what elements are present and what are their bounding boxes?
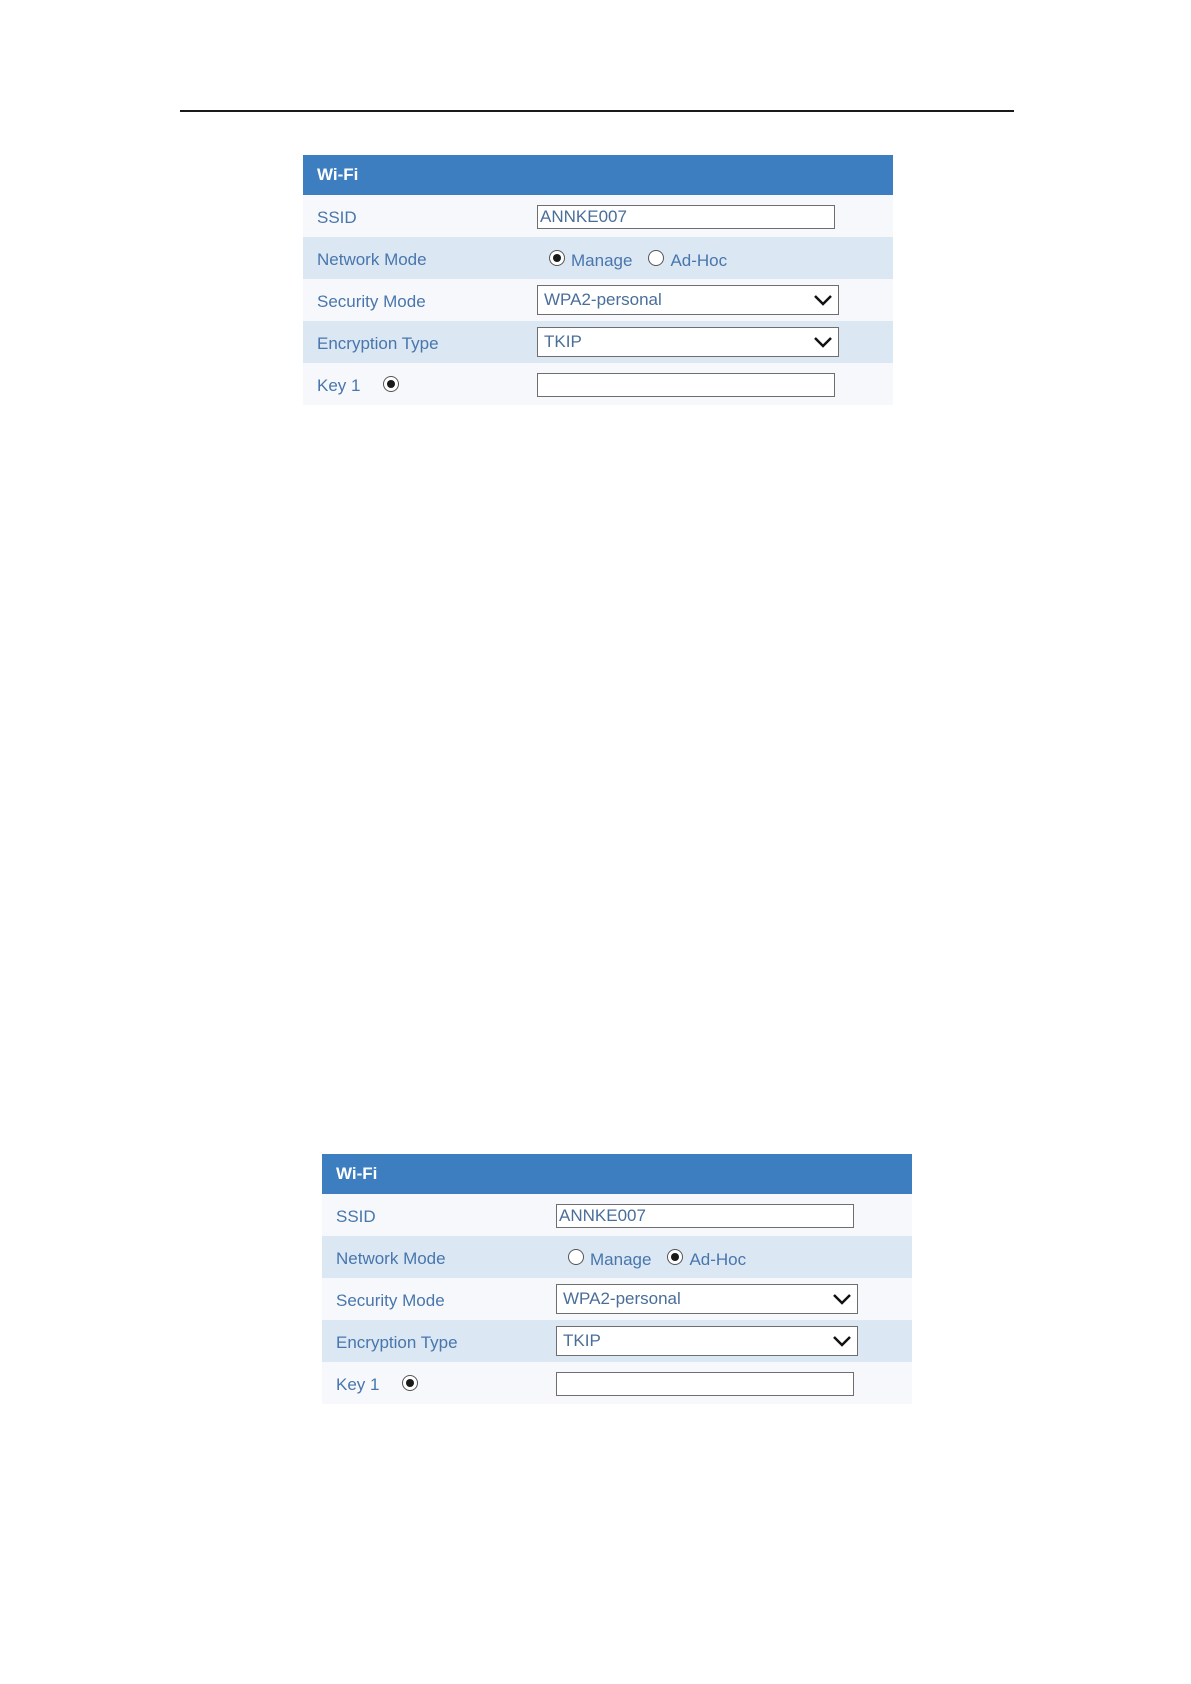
network-mode-adhoc-option[interactable] [648, 245, 727, 271]
encryption-type-select[interactable] [556, 1326, 858, 1356]
encryption-type-label: Encryption Type [317, 334, 439, 353]
adhoc-radio-label[interactable]: Ad-Hoc [689, 1250, 747, 1269]
key-1-radio[interactable] [402, 1375, 418, 1391]
adhoc-radio[interactable] [648, 250, 664, 266]
network-mode-manage-option[interactable] [568, 1244, 651, 1270]
security-mode-row [303, 279, 893, 321]
wifi-panel-adhoc [322, 1154, 912, 1404]
chevron-down-icon [813, 293, 833, 307]
ssid-row [322, 1194, 912, 1236]
network-mode-label: Network Mode [336, 1249, 446, 1268]
network-mode-label: Network Mode [317, 250, 427, 269]
key-row [303, 363, 893, 405]
ssid-label: SSID [336, 1207, 376, 1226]
security-mode-value: WPA2-personal [544, 290, 662, 309]
panel-title: Wi-Fi [322, 1154, 912, 1194]
ssid-label: SSID [317, 208, 357, 227]
page-header-rule [180, 110, 1014, 112]
security-mode-value: WPA2-personal [563, 1289, 681, 1308]
key-label: Key 1 [317, 376, 361, 395]
encryption-type-value: TKIP [563, 1331, 601, 1350]
security-mode-select[interactable] [556, 1284, 858, 1314]
ssid-input[interactable]: ANNKE007 [556, 1204, 854, 1228]
manage-radio-label[interactable]: Manage [590, 1250, 652, 1269]
network-mode-radio-group [568, 1236, 762, 1278]
chevron-down-icon [832, 1292, 852, 1306]
adhoc-radio[interactable] [667, 1249, 683, 1265]
key-input[interactable] [556, 1372, 854, 1396]
key-label: Key 1 [336, 1375, 380, 1394]
chevron-down-icon [832, 1334, 852, 1348]
manage-radio-label[interactable]: Manage [571, 251, 633, 270]
chevron-down-icon [813, 335, 833, 349]
manage-radio[interactable] [549, 250, 565, 266]
encryption-type-row [322, 1320, 912, 1362]
encryption-type-label: Encryption Type [336, 1333, 458, 1352]
encryption-type-value: TKIP [544, 332, 582, 351]
wifi-panel-manage [303, 155, 893, 405]
key-input[interactable] [537, 373, 835, 397]
security-mode-label: Security Mode [317, 292, 426, 311]
network-mode-adhoc-option[interactable] [667, 1244, 746, 1270]
security-mode-select[interactable] [537, 285, 839, 315]
encryption-type-select[interactable] [537, 327, 839, 357]
key-row [322, 1362, 912, 1404]
network-mode-row [322, 1236, 912, 1278]
manage-radio[interactable] [568, 1249, 584, 1265]
security-mode-label: Security Mode [336, 1291, 445, 1310]
security-mode-row [322, 1278, 912, 1320]
panel-title: Wi-Fi [303, 155, 893, 195]
adhoc-radio-label[interactable]: Ad-Hoc [670, 251, 728, 270]
network-mode-radio-group [549, 237, 743, 279]
ssid-input[interactable]: ANNKE007 [537, 205, 835, 229]
ssid-row [303, 195, 893, 237]
network-mode-row [303, 237, 893, 279]
network-mode-manage-option[interactable] [549, 245, 632, 271]
encryption-type-row [303, 321, 893, 363]
key-1-radio[interactable] [383, 376, 399, 392]
